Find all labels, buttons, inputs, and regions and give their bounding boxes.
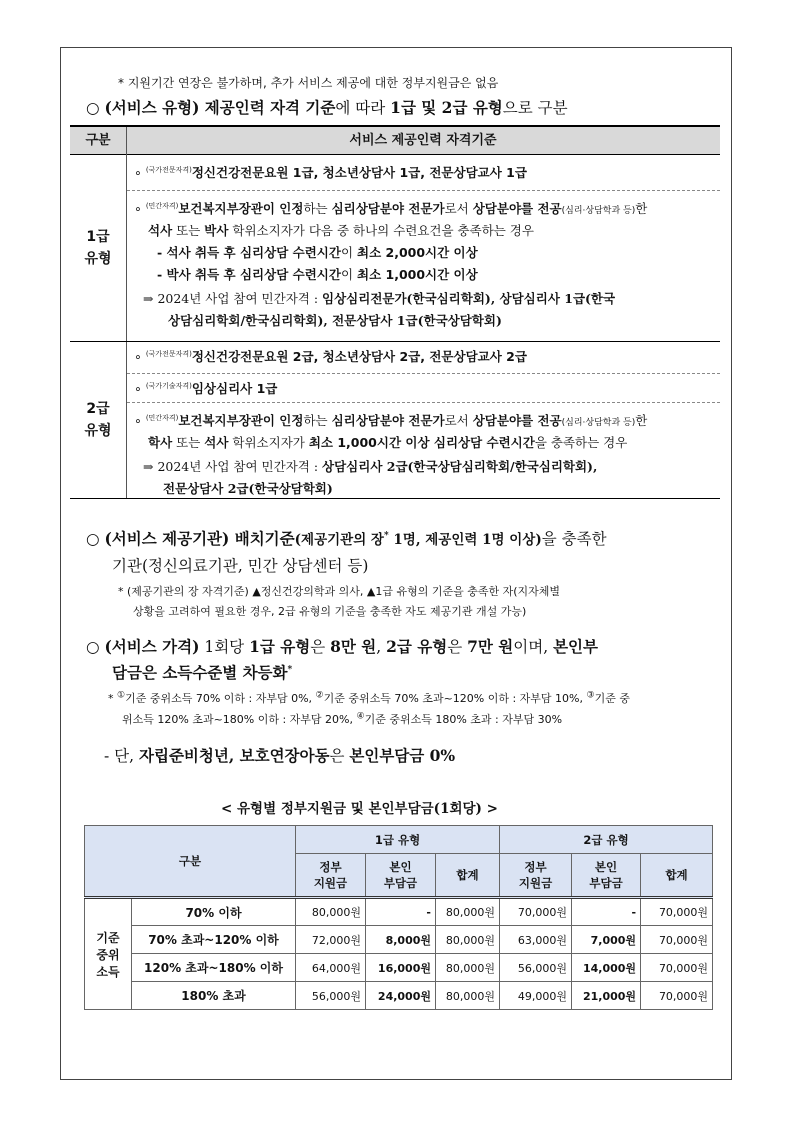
text: 하는 (303, 201, 332, 216)
text: 본인부 (553, 637, 598, 656)
text: 이 (340, 267, 357, 282)
price-note-line2 (122, 711, 562, 727)
text: ① (117, 690, 126, 701)
text: 부담금 (589, 876, 623, 890)
cell: 70,000원 (641, 982, 713, 1010)
g1-private-line3 (157, 243, 478, 261)
text: ∘ (134, 349, 146, 364)
cell: 70,000원 (641, 898, 713, 926)
cell: - (572, 898, 641, 926)
text: ∘ (134, 381, 146, 396)
cell: 72,000원 (296, 926, 366, 954)
section-head: (서비스 제공기관) 배치기준 (104, 529, 295, 548)
header-total: 합계 (641, 854, 713, 898)
header-gubun: 구분 (85, 826, 296, 898)
row-label: 70% 초과~120% 이하 (132, 926, 296, 954)
g2-tech-cert (134, 379, 277, 397)
header-gov-support (500, 854, 572, 898)
text: 보건복지부장관이 인정 (178, 413, 304, 428)
section-provider (86, 527, 607, 549)
cell: 16,000원 (366, 954, 436, 982)
text: 본인부담금 0% (349, 746, 456, 765)
text: 석사 (148, 223, 173, 238)
cell: 70,000원 (641, 926, 713, 954)
text: 기준 중 (594, 692, 630, 705)
g1-private-line2 (148, 221, 534, 239)
text: 유형 (84, 251, 112, 267)
cell: 24,000원 (366, 982, 436, 1010)
text: 을 충족한 (541, 530, 607, 548)
text: 2급 유형 (386, 637, 448, 656)
text: (국가기술자격) (145, 381, 192, 390)
qualification-table-header (70, 125, 720, 155)
text: (심리·상담학과 등) (561, 206, 636, 216)
g2-private-line4: 전문상담사 2급(한국상담학회) (163, 481, 333, 496)
text: ∘ (134, 165, 146, 180)
g2-private-cert (134, 411, 647, 429)
cell: 14,000원 (572, 954, 641, 982)
text: * (108, 692, 114, 705)
text: 이며, (513, 638, 554, 656)
text: * (383, 530, 389, 541)
text: ⇒ 2024년 사업 참여 민간자격 : (143, 459, 323, 474)
cell: 8,000원 (366, 926, 436, 954)
group-grade2 (70, 398, 126, 442)
text: , (376, 638, 387, 656)
text: 기준 중위소득 180% 초과 : 자부담 30% (364, 713, 563, 726)
text: 정부 (319, 860, 342, 874)
text: 박사 (204, 223, 229, 238)
g2-private-line3 (143, 457, 597, 475)
text: - 단, (104, 747, 139, 765)
bullet: ○ (86, 638, 100, 656)
price-table-caption: < 유형별 정부지원금 및 본인부담금(1회당) > (221, 801, 498, 817)
header-grade1: 1급 유형 (296, 826, 500, 854)
row-divider (127, 190, 720, 191)
text: 학위소지자가 (228, 435, 309, 450)
text: 최소 1,000시간 이상 심리상담 수련시간 (308, 435, 535, 450)
text: 또는 (172, 435, 205, 450)
text: 기준 중위소득 70% 이하 : 자부담 0%, (125, 692, 316, 705)
text: 최소 1,000시간 이상 (357, 267, 478, 282)
text: 최소 2,000시간 이상 (357, 245, 478, 260)
text: 보건복지부장관이 인정 (178, 201, 304, 216)
text: 을 충족하는 경우 (534, 435, 628, 450)
text: 1급 유형 (249, 637, 311, 656)
text: 학사 (148, 435, 173, 450)
side-label (85, 898, 132, 1010)
text: 본인 (389, 860, 412, 874)
cell: 64,000원 (296, 954, 366, 982)
cell: 80,000원 (436, 926, 500, 954)
text: 정부 (524, 860, 547, 874)
text: ⇒ 2024년 사업 참여 민간자격 : (143, 291, 323, 306)
header-criteria: 서비스 제공인력 자격기준 (349, 133, 497, 148)
text: ② (315, 690, 324, 701)
text: 석사 (204, 435, 229, 450)
group-grade1 (70, 226, 126, 270)
text: 위소득 120% 초과~180% 이하 : 자부담 20%, (122, 713, 357, 726)
text: (민간자격) (145, 201, 179, 210)
g1-private-line5 (143, 289, 615, 307)
text: ∘ (134, 201, 146, 216)
text: 상담분야를 전공 (472, 201, 562, 216)
text: 상담심리사 2급(한국상담심리학회/한국심리학회), (322, 459, 598, 474)
g2-national-cert (134, 347, 527, 365)
text: 으로 구분 (502, 99, 568, 117)
text: 로서 (444, 201, 473, 216)
top-note: * 지원기간 연장은 불가하며, 추가 서비스 제공에 대한 정부지원금은 없음 (118, 76, 499, 90)
provider-note-line2: 상황을 고려하여 필요한 경우, 2급 유형의 기준을 충족한 자도 제공기관 개설 가능) (133, 605, 527, 618)
cell: 21,000원 (572, 982, 641, 1010)
row-label: 120% 초과~180% 이하 (132, 954, 296, 982)
text: 부담금 (383, 876, 418, 890)
g1-national-cert (134, 163, 527, 181)
text: 소득 (96, 964, 120, 979)
table-row (85, 926, 713, 954)
header-self-pay (366, 854, 436, 898)
text: 1급 (86, 229, 110, 245)
row-label: 70% 이하 (132, 898, 296, 926)
text: 1명, 제공인력 1명 이상) (388, 532, 542, 548)
cell: 70,000원 (500, 898, 572, 926)
cell: 80,000원 (436, 982, 500, 1010)
table-divider (70, 498, 720, 499)
text: 담금은 소득수준별 차등화 (112, 663, 288, 682)
cell: 80,000원 (436, 898, 500, 926)
section-head: (서비스 유형) 제공인력 자격 기준 (104, 98, 336, 117)
table-row (85, 898, 713, 926)
text: 임상심리사 1급 (191, 381, 278, 396)
cell: - (366, 898, 436, 926)
section-service-type (86, 96, 568, 118)
cell: 80,000원 (296, 898, 366, 926)
text: 상담분야를 전공 (472, 413, 562, 428)
text: 유형 (84, 423, 112, 439)
price-note-line1 (108, 690, 630, 706)
text: 2급 (86, 401, 110, 417)
section-price-line2 (112, 661, 292, 683)
text: 지원금 (313, 876, 348, 890)
text: (제공기관의 장 (294, 532, 384, 548)
text: 7만 원 (467, 637, 514, 656)
text: (국가전문자격) (145, 349, 192, 358)
g1-private-cert (134, 199, 647, 217)
text: 하는 (303, 413, 332, 428)
price-table (84, 825, 713, 1010)
cell: 63,000원 (500, 926, 572, 954)
text: 중위 (96, 947, 120, 962)
header-gov-support (296, 854, 366, 898)
text: 본인 (594, 860, 618, 874)
text: ④ (356, 711, 365, 722)
text: 에 따라 (335, 99, 391, 117)
cell: 56,000원 (296, 982, 366, 1010)
row-divider (127, 402, 720, 403)
text: 한 (635, 201, 648, 216)
cell: 56,000원 (500, 954, 572, 982)
provider-note-line1: * (제공기관의 장 자격기준) ▲정신건강의학과 의사, ▲1급 유형의 기준을 충족한 자(지자체별 (118, 585, 561, 598)
text: 은 (329, 747, 350, 765)
header-gubun: 구분 (70, 127, 127, 155)
text: 학위소지자가 다음 중 하나의 수련요건을 충족하는 경우 (228, 223, 534, 238)
text: 심리상담분야 전문가 (331, 201, 445, 216)
text: 정신건강전문요원 1급, 청소년상담사 1급, 전문상담교사 1급 (191, 165, 527, 180)
table-divider (70, 341, 720, 342)
text: - 석사 취득 후 (157, 245, 240, 260)
text: 자립준비청년, 보호연장아동 (139, 746, 330, 765)
bullet: ○ (86, 99, 100, 117)
section-provider-line2: 기관(정신의료기관, 민간 상담센터 등) (112, 557, 369, 575)
text: - 박사 취득 후 (157, 267, 240, 282)
text: 1회당 (199, 638, 250, 656)
text: 임상심리전문가(한국심리학회), 상담심리사 1급(한국 (322, 291, 616, 306)
g2-private-line2 (148, 433, 627, 451)
text: ③ (586, 690, 595, 701)
table-divider (126, 155, 127, 498)
cell: 80,000원 (436, 954, 500, 982)
text: (심리·상담학과 등) (561, 418, 636, 428)
bullet: ○ (86, 530, 100, 548)
text: 은 (310, 638, 331, 656)
header-total: 합계 (436, 854, 500, 898)
row-label: 180% 초과 (132, 982, 296, 1010)
text: 기준 중위소득 70% 초과~120% 이하 : 자부담 10%, (323, 692, 587, 705)
text: * (287, 664, 293, 675)
text: 심리상담분야 전문가 (331, 413, 445, 428)
g1-private-line6: 상담심리학회/한국심리학회), 전문상담사 1급(한국상담학회) (168, 313, 502, 328)
table-row (85, 982, 713, 1010)
text: 은 (447, 638, 468, 656)
text: 지원금 (518, 876, 553, 890)
section-price (86, 635, 598, 657)
text: (국가전문자격) (145, 165, 192, 174)
table-row (85, 954, 713, 982)
text: 한 (635, 413, 648, 428)
text: ∘ (134, 413, 146, 428)
text: 또는 (172, 223, 205, 238)
g1-private-line4 (157, 265, 478, 283)
text: (민간자격) (145, 413, 179, 422)
exemption-line (104, 744, 455, 766)
text: 이 (340, 245, 357, 260)
text: 심리상담 수련시간 (239, 267, 341, 282)
cell: 7,000원 (572, 926, 641, 954)
text: 정신건강전문요원 2급, 청소년상담사 2급, 전문상담교사 2급 (191, 349, 527, 364)
cell: 70,000원 (641, 954, 713, 982)
text: 심리상담 수련시간 (239, 245, 341, 260)
section-head: (서비스 가격) (104, 637, 200, 656)
row-divider (127, 373, 720, 374)
text: 1급 및 2급 유형 (390, 98, 503, 117)
header-self-pay (572, 854, 641, 898)
text: 로서 (444, 413, 473, 428)
cell: 49,000원 (500, 982, 572, 1010)
text: 기준 (96, 930, 120, 945)
text: 8만 원 (330, 637, 377, 656)
header-grade2: 2급 유형 (500, 826, 713, 854)
